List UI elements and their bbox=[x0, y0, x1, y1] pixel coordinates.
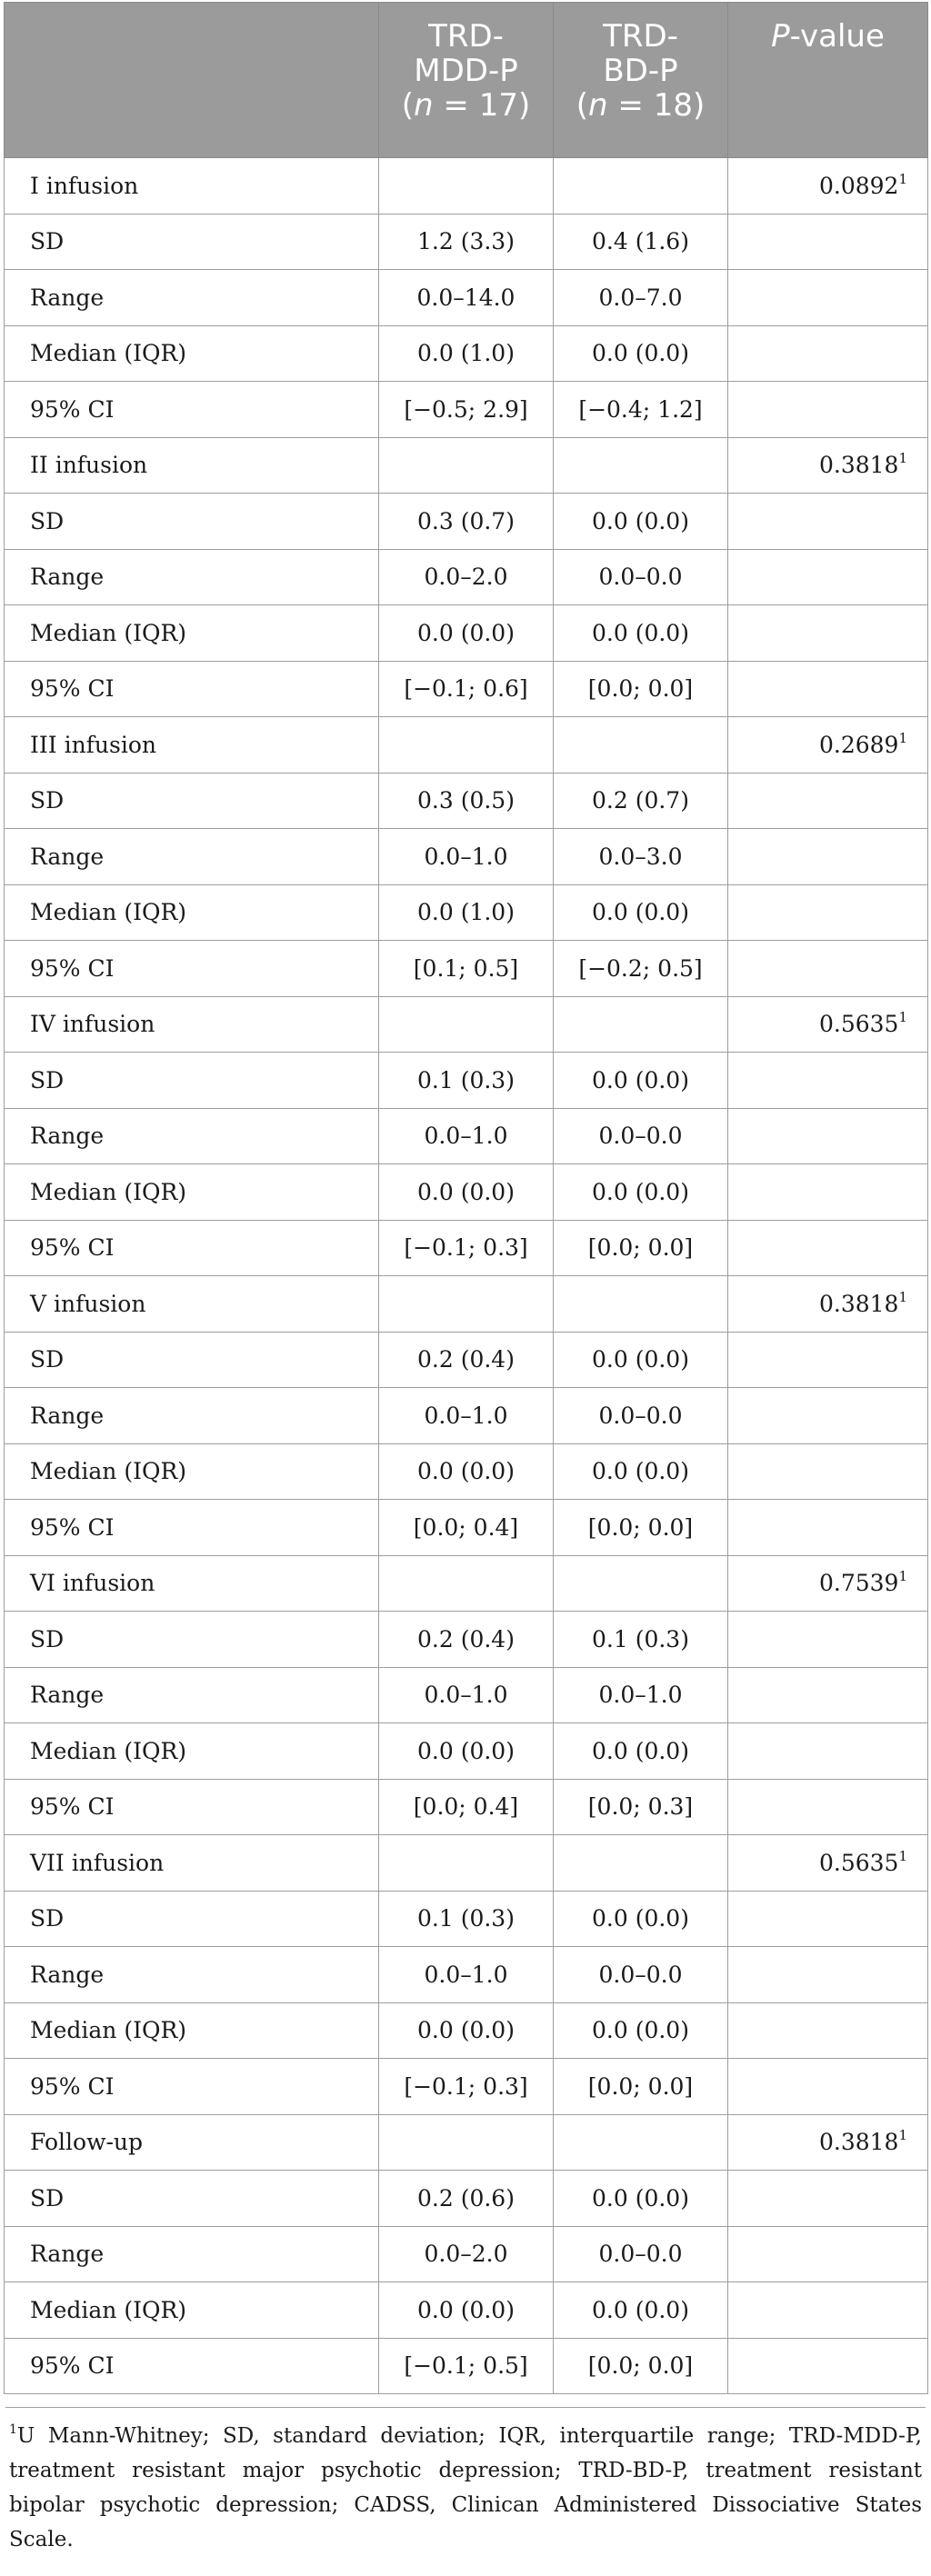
table-row bbox=[5, 1220, 928, 1276]
cell-trd-mdd-p: [0.0; 0.4] bbox=[379, 1779, 554, 1835]
p-value-empty-cell bbox=[728, 1779, 928, 1835]
row-label: Median (IQR) bbox=[5, 325, 379, 382]
group-label: VI infusion bbox=[5, 1555, 379, 1612]
row-label: Median (IQR) bbox=[5, 2282, 379, 2339]
header-pvalue-rest: -value bbox=[789, 18, 885, 55]
p-value: 0.5635 bbox=[818, 1011, 899, 1038]
table-row bbox=[5, 2002, 928, 2059]
row-label: SD bbox=[5, 214, 379, 270]
group-row bbox=[5, 1276, 928, 1333]
cell-trd-mdd-p: 0.3 (0.7) bbox=[379, 494, 554, 550]
table-header bbox=[5, 3, 928, 158]
header-col-pvalue bbox=[728, 3, 928, 158]
cell-trd-mdd-p: 0.1 (0.3) bbox=[379, 1053, 554, 1109]
group-empty-cell bbox=[379, 996, 554, 1053]
group-row bbox=[5, 1555, 928, 1612]
cell-trd-bd-p: 0.0 (0.0) bbox=[554, 1332, 728, 1388]
cell-trd-mdd-p: 0.0–14.0 bbox=[379, 270, 554, 326]
row-label: SD bbox=[5, 1053, 379, 1109]
p-value-cell bbox=[728, 996, 928, 1053]
group-empty-cell bbox=[379, 717, 554, 774]
cell-trd-mdd-p: 0.0–1.0 bbox=[379, 1388, 554, 1444]
header-col-bd bbox=[554, 3, 728, 158]
cell-trd-mdd-p: [−0.1; 0.3] bbox=[379, 2059, 554, 2115]
cell-trd-mdd-p: 0.0–2.0 bbox=[379, 549, 554, 605]
row-label: Median (IQR) bbox=[5, 1164, 379, 1221]
cell-trd-bd-p: 0.0 (0.0) bbox=[554, 1164, 728, 1221]
table-row bbox=[5, 661, 928, 717]
cell-trd-bd-p: 0.0 (0.0) bbox=[554, 2282, 728, 2339]
table-row bbox=[5, 1667, 928, 1723]
cell-trd-bd-p: 0.0 (0.0) bbox=[554, 2002, 728, 2059]
row-label: 95% CI bbox=[5, 941, 379, 997]
row-label: SD bbox=[5, 494, 379, 550]
cell-trd-bd-p: [0.0; 0.0] bbox=[554, 1500, 728, 1556]
cell-trd-bd-p: 0.0 (0.0) bbox=[554, 494, 728, 550]
row-label: SD bbox=[5, 1891, 379, 1947]
p-value-empty-cell bbox=[728, 829, 928, 885]
footnote-text: U Mann-Whitney; SD, standard deviation; IQR, interquartile range; TRD-MDD-P, treatment resistant major psychotic depression; TRD-BD-P, treatment resistant bipolar psychotic depression; CADSS, Clinican Administered Dissociative States Scale. bbox=[9, 2424, 922, 2551]
table-row bbox=[5, 2226, 928, 2282]
cell-trd-mdd-p: [−0.1; 0.3] bbox=[379, 1220, 554, 1276]
p-value-empty-cell bbox=[728, 1500, 928, 1556]
p-value-empty-cell bbox=[728, 2171, 928, 2227]
group-label: IV infusion bbox=[5, 996, 379, 1053]
table-row bbox=[5, 2171, 928, 2227]
cell-trd-bd-p: 0.1 (0.3) bbox=[554, 1612, 728, 1668]
p-value-cell bbox=[728, 1835, 928, 1892]
cell-trd-bd-p: [0.0; 0.0] bbox=[554, 661, 728, 717]
group-label: Follow-up bbox=[5, 2114, 379, 2171]
cell-trd-mdd-p: 0.0 (1.0) bbox=[379, 325, 554, 382]
cell-trd-mdd-p: 0.0–1.0 bbox=[379, 1947, 554, 2003]
p-value-footnote-marker: 1 bbox=[898, 1288, 907, 1305]
row-label: Range bbox=[5, 1108, 379, 1164]
table-row bbox=[5, 270, 928, 326]
cell-trd-bd-p: 0.0–7.0 bbox=[554, 270, 728, 326]
group-label: VII infusion bbox=[5, 1835, 379, 1892]
group-row bbox=[5, 996, 928, 1053]
cell-trd-bd-p: [0.0; 0.0] bbox=[554, 2059, 728, 2115]
table-row bbox=[5, 1891, 928, 1947]
cell-trd-bd-p: 0.0–0.0 bbox=[554, 1947, 728, 2003]
cell-trd-bd-p: 0.0–1.0 bbox=[554, 1667, 728, 1723]
cell-trd-bd-p: [0.0; 0.0] bbox=[554, 2338, 728, 2394]
group-empty-cell bbox=[554, 1276, 728, 1333]
row-label: 95% CI bbox=[5, 1220, 379, 1276]
p-value-footnote-marker: 1 bbox=[898, 1009, 907, 1026]
cell-trd-mdd-p: [−0.1; 0.6] bbox=[379, 661, 554, 717]
p-value-empty-cell bbox=[728, 773, 928, 829]
cell-trd-mdd-p: 0.3 (0.5) bbox=[379, 773, 554, 829]
group-empty-cell bbox=[379, 1835, 554, 1892]
header-col-mdd-n-value: = 17) bbox=[433, 87, 531, 124]
group-empty-cell bbox=[379, 2114, 554, 2171]
cell-trd-mdd-p: 0.0 (0.0) bbox=[379, 1443, 554, 1500]
row-label: Range bbox=[5, 829, 379, 885]
table-row bbox=[5, 605, 928, 662]
group-empty-cell bbox=[379, 1276, 554, 1333]
cell-trd-mdd-p: 0.0–2.0 bbox=[379, 2226, 554, 2282]
cell-trd-bd-p: 0.0–0.0 bbox=[554, 2226, 728, 2282]
cell-trd-bd-p: 0.0 (0.0) bbox=[554, 325, 728, 382]
p-value-empty-cell bbox=[728, 1220, 928, 1276]
p-value: 0.5635 bbox=[818, 1849, 899, 1876]
p-value-empty-cell bbox=[728, 2059, 928, 2115]
p-value-cell bbox=[728, 1555, 928, 1612]
cell-trd-bd-p: 0.0 (0.0) bbox=[554, 2171, 728, 2227]
table-row bbox=[5, 1612, 928, 1668]
p-value-footnote-marker: 1 bbox=[898, 450, 907, 467]
row-label: 95% CI bbox=[5, 382, 379, 438]
row-label: Range bbox=[5, 1947, 379, 2003]
p-value-empty-cell bbox=[728, 661, 928, 717]
group-row bbox=[5, 1835, 928, 1892]
table-row bbox=[5, 214, 928, 270]
row-label: 95% CI bbox=[5, 2338, 379, 2394]
p-value-empty-cell bbox=[728, 1667, 928, 1723]
header-blank-cell bbox=[5, 3, 379, 158]
p-value-empty-cell bbox=[728, 494, 928, 550]
p-value: 0.3818 bbox=[818, 452, 899, 479]
p-value-empty-cell bbox=[728, 1388, 928, 1444]
cell-trd-bd-p: 0.0–0.0 bbox=[554, 549, 728, 605]
p-value-empty-cell bbox=[728, 214, 928, 270]
group-empty-cell bbox=[554, 996, 728, 1053]
footnote-marker: 1 bbox=[9, 2422, 17, 2437]
cell-trd-mdd-p: 0.0 (0.0) bbox=[379, 1164, 554, 1221]
table-row bbox=[5, 1723, 928, 1780]
p-value-empty-cell bbox=[728, 2338, 928, 2394]
table-row bbox=[5, 1947, 928, 2003]
header-col-bd-line2: BD-P bbox=[603, 53, 678, 89]
group-label: I infusion bbox=[5, 158, 379, 215]
row-label: Range bbox=[5, 1388, 379, 1444]
row-label: Median (IQR) bbox=[5, 1723, 379, 1780]
p-value-cell bbox=[728, 717, 928, 774]
results-table bbox=[4, 2, 928, 2394]
cell-trd-mdd-p: [−0.1; 0.5] bbox=[379, 2338, 554, 2394]
row-label: Range bbox=[5, 549, 379, 605]
p-value: 0.2689 bbox=[818, 731, 899, 758]
header-col-mdd-n: (n = 17) bbox=[401, 87, 531, 124]
cell-trd-mdd-p: [0.1; 0.5] bbox=[379, 941, 554, 997]
table-row bbox=[5, 941, 928, 997]
row-label: 95% CI bbox=[5, 1500, 379, 1556]
cell-trd-bd-p: 0.0–0.0 bbox=[554, 1388, 728, 1444]
row-label: SD bbox=[5, 2171, 379, 2227]
header-pvalue-italic: P bbox=[771, 18, 790, 55]
p-value-footnote-marker: 1 bbox=[898, 1847, 907, 1864]
table-row bbox=[5, 1332, 928, 1388]
group-empty-cell bbox=[554, 437, 728, 494]
row-label: Range bbox=[5, 2226, 379, 2282]
row-label: SD bbox=[5, 1612, 379, 1668]
p-value-cell bbox=[728, 1276, 928, 1333]
header-col-mdd-line2: MDD-P bbox=[414, 53, 518, 89]
p-value: 0.3818 bbox=[818, 2129, 899, 2156]
p-value-empty-cell bbox=[728, 605, 928, 662]
group-label: II infusion bbox=[5, 437, 379, 494]
cell-trd-bd-p: 0.0–3.0 bbox=[554, 829, 728, 885]
group-empty-cell bbox=[554, 1555, 728, 1612]
table-row bbox=[5, 2282, 928, 2339]
table-row bbox=[5, 1053, 928, 1109]
p-value-empty-cell bbox=[728, 2226, 928, 2282]
p-value-empty-cell bbox=[728, 1164, 928, 1221]
cell-trd-mdd-p: 0.0 (0.0) bbox=[379, 605, 554, 662]
cell-trd-mdd-p: 0.0–1.0 bbox=[379, 1108, 554, 1164]
cell-trd-bd-p: [0.0; 0.0] bbox=[554, 1220, 728, 1276]
p-value-empty-cell bbox=[728, 2282, 928, 2339]
table-row bbox=[5, 2338, 928, 2394]
cell-trd-mdd-p: 0.0 (1.0) bbox=[379, 884, 554, 941]
p-value-empty-cell bbox=[728, 941, 928, 997]
p-value-empty-cell bbox=[728, 325, 928, 382]
header-col-mdd-n-label: n bbox=[414, 87, 434, 124]
cell-trd-mdd-p: [−0.5; 2.9] bbox=[379, 382, 554, 438]
p-value-footnote-marker: 1 bbox=[898, 2127, 907, 2144]
table-row bbox=[5, 1443, 928, 1500]
table-row bbox=[5, 829, 928, 885]
table-row bbox=[5, 1388, 928, 1444]
table-row bbox=[5, 325, 928, 382]
group-empty-cell bbox=[554, 717, 728, 774]
cell-trd-mdd-p: 1.2 (3.3) bbox=[379, 214, 554, 270]
group-row bbox=[5, 437, 928, 494]
header-col-bd-n-label: n bbox=[588, 87, 608, 124]
cell-trd-mdd-p: 0.2 (0.4) bbox=[379, 1332, 554, 1388]
cell-trd-bd-p: [−0.2; 0.5] bbox=[554, 941, 728, 997]
table-row bbox=[5, 1108, 928, 1164]
p-value-empty-cell bbox=[728, 1947, 928, 2003]
table-row bbox=[5, 1500, 928, 1556]
p-value-footnote-marker: 1 bbox=[898, 170, 907, 187]
cell-trd-bd-p: 0.0 (0.0) bbox=[554, 1443, 728, 1500]
group-empty-cell bbox=[554, 158, 728, 215]
table-row bbox=[5, 549, 928, 605]
table-row bbox=[5, 2059, 928, 2115]
group-empty-cell bbox=[554, 1835, 728, 1892]
cell-trd-bd-p: 0.4 (1.6) bbox=[554, 214, 728, 270]
row-label: Range bbox=[5, 1667, 379, 1723]
cell-trd-mdd-p: 0.0–1.0 bbox=[379, 829, 554, 885]
p-value: 0.7539 bbox=[818, 1570, 899, 1597]
table-body bbox=[5, 158, 928, 2394]
group-row bbox=[5, 717, 928, 774]
p-value-empty-cell bbox=[728, 1108, 928, 1164]
cell-trd-bd-p: 0.0–0.0 bbox=[554, 1108, 728, 1164]
cell-trd-bd-p: 0.2 (0.7) bbox=[554, 773, 728, 829]
cell-trd-mdd-p: 0.1 (0.3) bbox=[379, 1891, 554, 1947]
table-footnote bbox=[5, 2407, 926, 2557]
row-label: Range bbox=[5, 270, 379, 326]
cell-trd-mdd-p: 0.2 (0.4) bbox=[379, 1612, 554, 1668]
p-value: 0.3818 bbox=[818, 1290, 899, 1317]
row-label: Median (IQR) bbox=[5, 884, 379, 941]
table-row bbox=[5, 494, 928, 550]
cell-trd-mdd-p: 0.0 (0.0) bbox=[379, 2282, 554, 2339]
p-value-empty-cell bbox=[728, 1443, 928, 1500]
p-value-empty-cell bbox=[728, 1723, 928, 1780]
group-label: III infusion bbox=[5, 717, 379, 774]
table-row bbox=[5, 1779, 928, 1835]
row-label: Median (IQR) bbox=[5, 2002, 379, 2059]
p-value-empty-cell bbox=[728, 382, 928, 438]
cell-trd-bd-p: 0.0 (0.0) bbox=[554, 1723, 728, 1780]
group-empty-cell bbox=[554, 2114, 728, 2171]
cell-trd-mdd-p: [0.0; 0.4] bbox=[379, 1500, 554, 1556]
p-value-empty-cell bbox=[728, 1612, 928, 1668]
cell-trd-bd-p: 0.0 (0.0) bbox=[554, 605, 728, 662]
cell-trd-mdd-p: 0.0 (0.0) bbox=[379, 2002, 554, 2059]
row-label: Median (IQR) bbox=[5, 605, 379, 662]
table-row bbox=[5, 1164, 928, 1221]
group-empty-cell bbox=[379, 158, 554, 215]
cell-trd-bd-p: [−0.4; 1.2] bbox=[554, 382, 728, 438]
p-value-cell bbox=[728, 158, 928, 215]
row-label: 95% CI bbox=[5, 2059, 379, 2115]
group-empty-cell bbox=[379, 437, 554, 494]
p-value-footnote-marker: 1 bbox=[898, 729, 907, 746]
row-label: SD bbox=[5, 773, 379, 829]
cell-trd-bd-p: 0.0 (0.0) bbox=[554, 1053, 728, 1109]
cell-trd-mdd-p: 0.0 (0.0) bbox=[379, 1723, 554, 1780]
p-value-empty-cell bbox=[728, 549, 928, 605]
p-value: 0.0892 bbox=[818, 172, 899, 199]
p-value-cell bbox=[728, 2114, 928, 2171]
header-row bbox=[5, 3, 928, 158]
group-label: V infusion bbox=[5, 1276, 379, 1333]
table-row bbox=[5, 382, 928, 438]
header-col-bd-n-value: = 18) bbox=[607, 87, 706, 124]
cell-trd-bd-p: 0.0 (0.0) bbox=[554, 884, 728, 941]
cell-trd-bd-p: 0.0 (0.0) bbox=[554, 1891, 728, 1947]
header-col-bd-line1: TRD- bbox=[603, 18, 678, 55]
p-value-empty-cell bbox=[728, 2002, 928, 2059]
p-value-empty-cell bbox=[728, 1891, 928, 1947]
p-value-cell bbox=[728, 437, 928, 494]
table-row bbox=[5, 884, 928, 941]
p-value-empty-cell bbox=[728, 884, 928, 941]
table-row bbox=[5, 773, 928, 829]
row-label: SD bbox=[5, 1332, 379, 1388]
row-label: 95% CI bbox=[5, 1779, 379, 1835]
p-value-empty-cell bbox=[728, 1332, 928, 1388]
group-row bbox=[5, 158, 928, 215]
p-value-footnote-marker: 1 bbox=[898, 1568, 907, 1585]
cell-trd-mdd-p: 0.0–1.0 bbox=[379, 1667, 554, 1723]
cell-trd-mdd-p: 0.2 (0.6) bbox=[379, 2171, 554, 2227]
cell-trd-bd-p: [0.0; 0.3] bbox=[554, 1779, 728, 1835]
p-value-empty-cell bbox=[728, 1053, 928, 1109]
group-empty-cell bbox=[379, 1555, 554, 1612]
header-col-mdd bbox=[379, 3, 554, 158]
row-label: 95% CI bbox=[5, 661, 379, 717]
header-col-bd-n: (n = 18) bbox=[576, 87, 706, 124]
p-value-empty-cell bbox=[728, 270, 928, 326]
row-label: Median (IQR) bbox=[5, 1443, 379, 1500]
group-row bbox=[5, 2114, 928, 2171]
header-col-mdd-line1: TRD- bbox=[428, 18, 504, 55]
